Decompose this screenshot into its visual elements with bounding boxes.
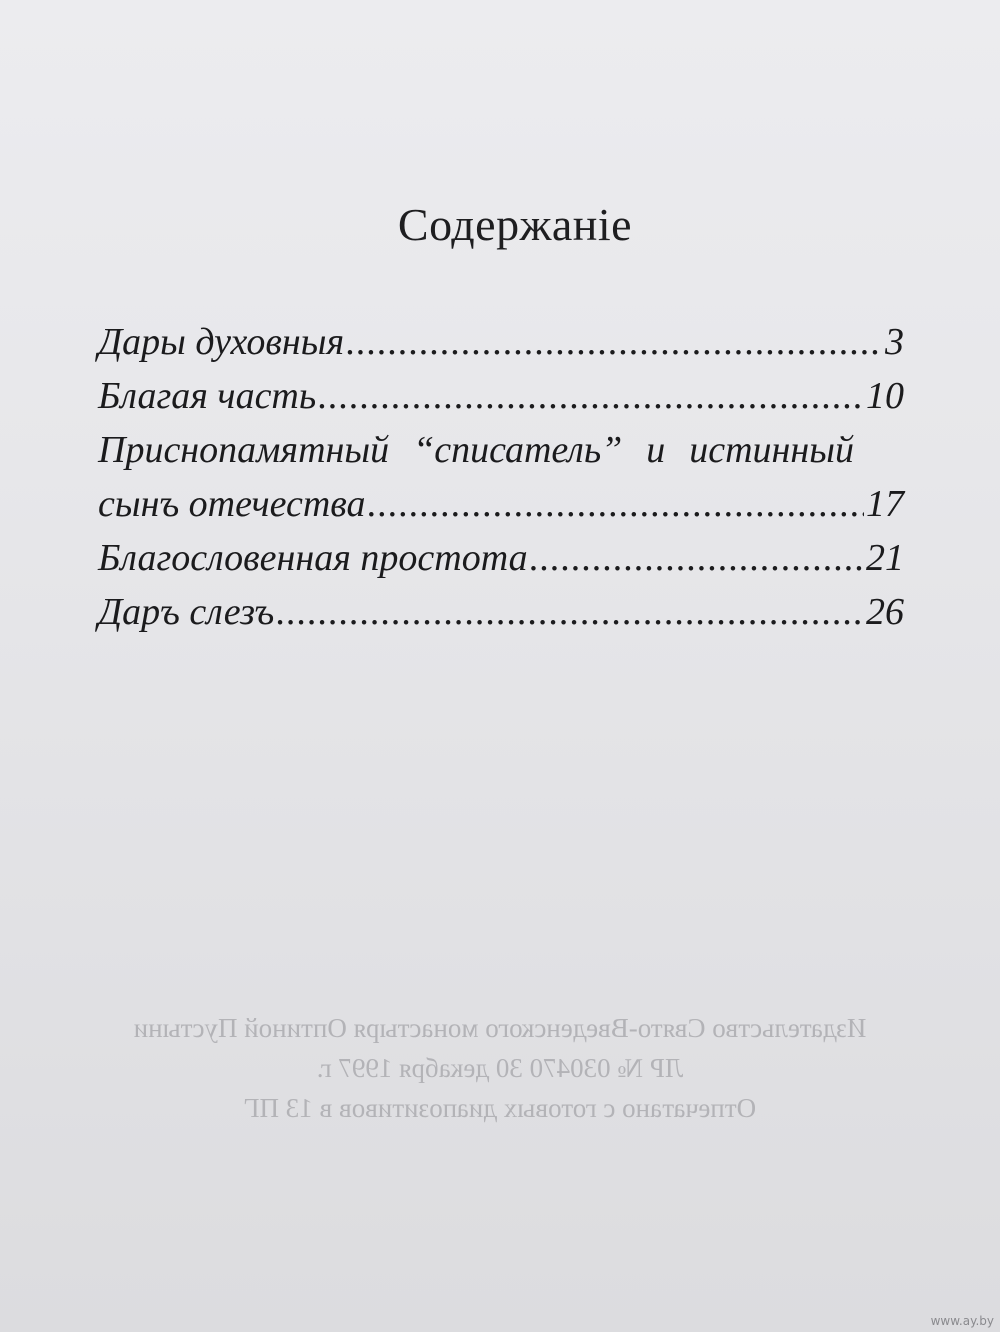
- toc-entry: [98, 585, 904, 639]
- toc-entry-title: Благая часть: [98, 375, 317, 417]
- bleed-through-imprint: [20, 1008, 980, 1128]
- toc-entry-word: истинный: [689, 429, 854, 471]
- toc-entry-title: Дары духовныя: [98, 321, 345, 363]
- imprint-line: ЛР № 030470 30 декабря 1997 г.: [316, 1053, 684, 1083]
- toc-entry-word: “списатель”: [413, 429, 623, 471]
- toc-entry-word: и: [646, 429, 666, 471]
- toc-entry: [98, 531, 904, 585]
- toc-entry-title: Благословенная простота: [98, 537, 528, 579]
- imprint-line: Издательство Свято-Введенского монастыря Оптиной Пустыни: [133, 1013, 867, 1043]
- dot-leader: [276, 585, 864, 639]
- toc-entry: [98, 315, 904, 369]
- dot-leader: [530, 531, 864, 585]
- toc-entry-title: Даръ слезъ: [98, 591, 275, 633]
- watermark: www.ay.by: [930, 1314, 994, 1328]
- toc-entry: [98, 369, 904, 423]
- toc-entry-page: 26: [866, 591, 904, 633]
- toc-entry: [98, 477, 904, 531]
- toc-entry-word: Приснопамятный: [98, 429, 390, 471]
- dot-leader: [346, 315, 883, 369]
- page-title: Содержаніе: [397, 199, 633, 250]
- table-of-contents: [98, 315, 904, 639]
- toc-entry-title: сынъ отечества: [98, 483, 366, 525]
- toc-entry-page: 17: [866, 483, 904, 525]
- toc-entry-first-line: [98, 423, 904, 477]
- toc-entry-page: 3: [885, 321, 904, 363]
- dot-leader: [318, 369, 864, 423]
- imprint-line: Отпечатано с готовых диапозитивов в 13 ПГ: [243, 1093, 757, 1123]
- toc-entry-page: 10: [866, 375, 904, 417]
- toc-entry-page: 21: [866, 537, 904, 579]
- dot-leader: [368, 477, 864, 531]
